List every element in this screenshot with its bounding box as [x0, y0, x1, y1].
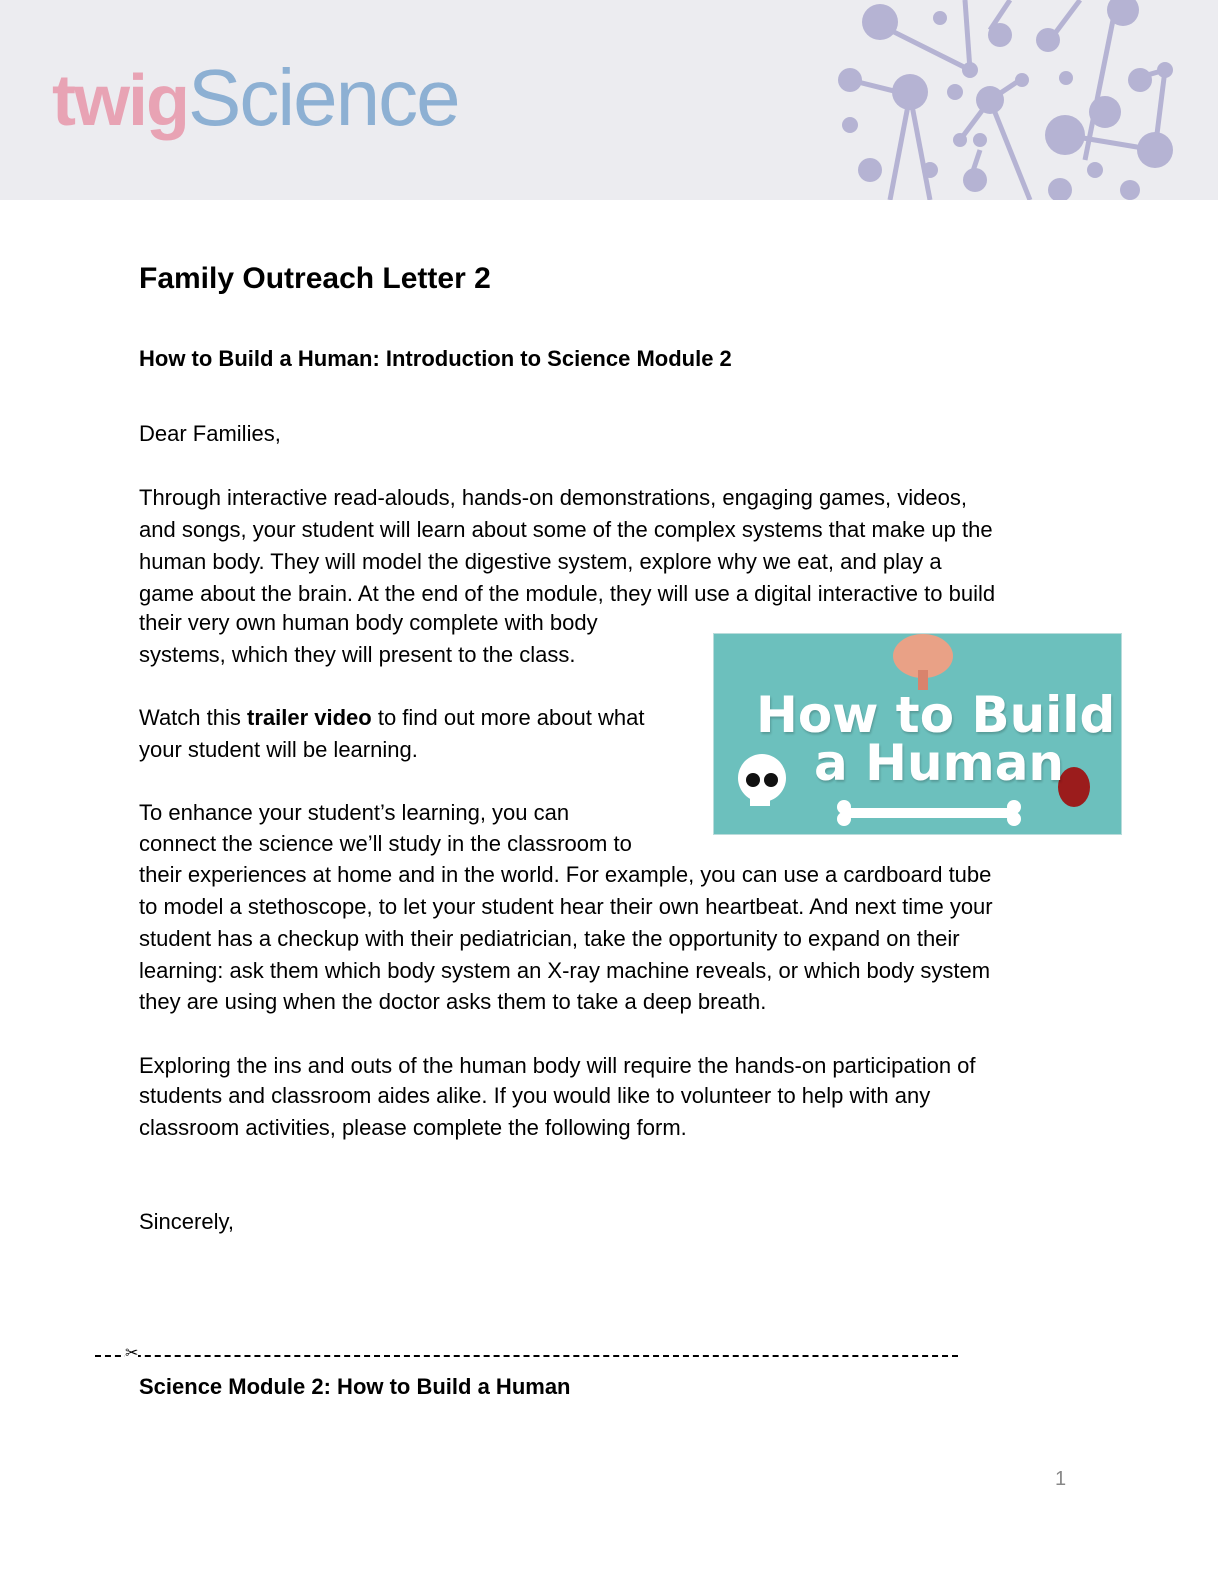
logo-science: Science	[187, 53, 459, 142]
how-to-build-a-human-image[interactable]	[713, 633, 1122, 835]
text-line: classroom activities, please complete the following form.	[139, 1115, 687, 1140]
text: to find out more about what	[371, 705, 645, 730]
brain-icon	[890, 634, 956, 692]
text-line: To enhance your student’s learning, you can	[139, 800, 570, 825]
form-title: Science Module 2: How to Build a Human	[139, 1374, 571, 1399]
text-line	[139, 705, 644, 731]
text-line: learning: ask them which body system an X-ray machine reveals, or which body system	[139, 958, 991, 983]
logo-twig: twig	[52, 61, 188, 141]
scissors-icon: ✂	[125, 1345, 139, 1362]
text-line: students and classroom aides alike. If you would like to volunteer to help with any	[139, 1083, 931, 1108]
text-line: to model a stethoscope, to let your student hear their own heartbeat. And next time your	[139, 894, 993, 919]
trailer-video-link[interactable]: trailer video	[247, 705, 372, 730]
text-line: their experiences at home and in the world. For example, you can use a cardboard tube	[139, 862, 992, 887]
text-line: systems, which they will present to the class.	[139, 642, 576, 667]
molecule-decoration-icon	[830, 0, 1218, 200]
image-title-line2: a Human	[814, 734, 1065, 792]
text-line: student has a checkup with their pediatrician, take the opportunity to expand on their	[139, 926, 960, 951]
text-line: their very own human body complete with body	[139, 610, 598, 635]
header-banner	[0, 0, 1218, 200]
cut-line	[95, 1345, 958, 1362]
text-line: human body. They will model the digestive system, explore why we eat, and play a	[139, 549, 942, 574]
text-line: and songs, your student will learn about some of the complex systems that make up the	[139, 517, 993, 542]
page-number: 1	[1055, 1468, 1067, 1490]
dashed-divider	[95, 1355, 958, 1357]
letter-title: Family Outreach Letter 2	[139, 262, 491, 295]
text-line: your student will be learning.	[139, 737, 418, 762]
bone-icon	[834, 799, 1024, 827]
text-line: game about the brain. At the end of the module, they will use a digital interactive to build	[139, 581, 996, 606]
greeting: Dear Families,	[139, 421, 281, 446]
text-line: they are using when the doctor asks them to take a deep breath.	[139, 989, 767, 1014]
text-line: Through interactive read-alouds, hands-on demonstrations, engaging games, videos,	[139, 485, 967, 510]
closing: Sincerely,	[139, 1209, 234, 1234]
skull-icon	[734, 754, 790, 810]
text-line: Exploring the ins and outs of the human body will require the hands-on participation of	[139, 1053, 976, 1078]
letter-subtitle: How to Build a Human: Introduction to Science Module 2	[139, 346, 732, 371]
twig-science-logo	[52, 48, 459, 151]
text: Watch this	[139, 705, 247, 730]
image-title-line1: How to Build	[756, 686, 1116, 744]
text-line: connect the science we’ll study in the classroom to	[139, 831, 632, 856]
